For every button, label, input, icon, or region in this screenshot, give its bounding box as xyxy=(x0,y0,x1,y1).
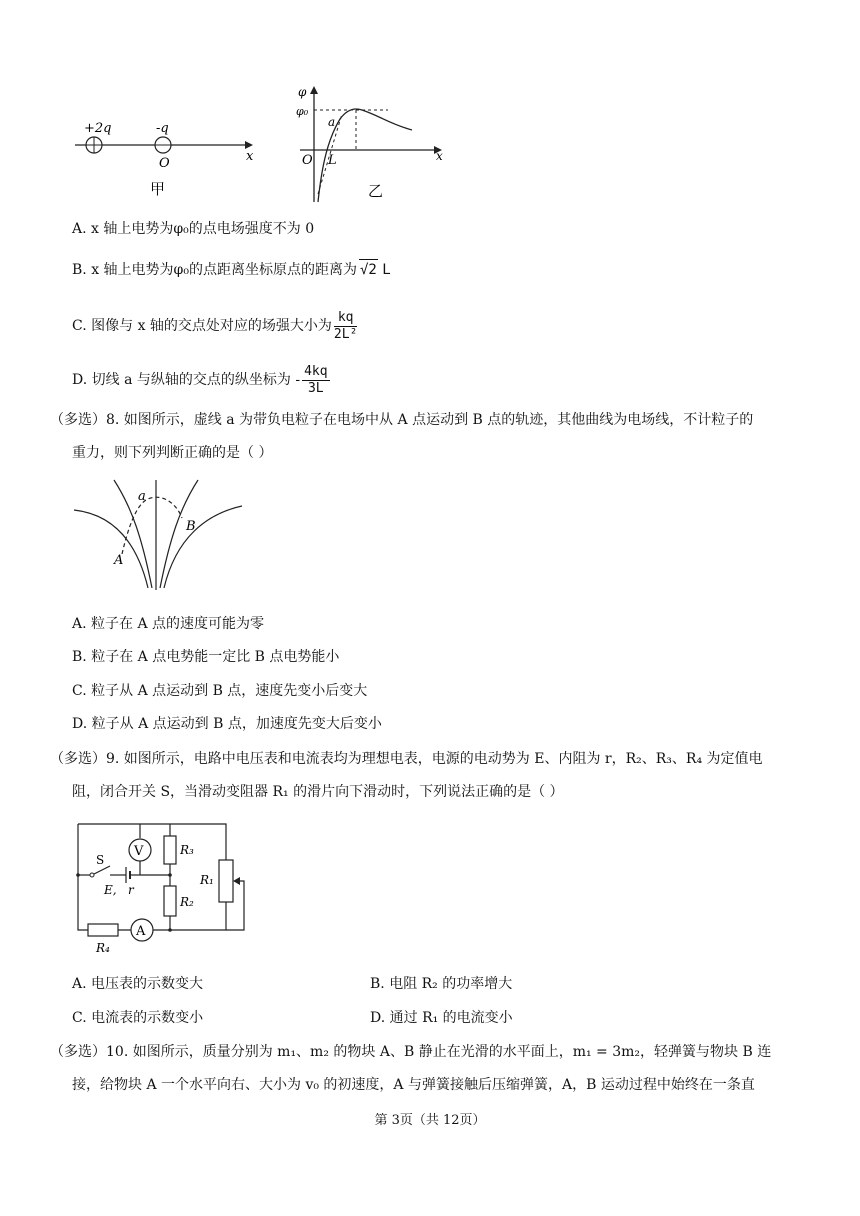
caption-yi: 乙 xyxy=(368,182,384,200)
resistor-r1 xyxy=(219,860,233,902)
svg-text:A: A xyxy=(136,924,146,939)
q7-option-c-text: C. 图像与 x 轴的交点处对应的场强大小为 xyxy=(72,318,332,334)
q10-stem-line2: 接，给物块 A 一个水平向右、大小为 v₀ 的初速度，A 与弹簧接触后压缩弹簧，A，B 运动过程中始终在一条直 xyxy=(72,1077,755,1093)
svg-text:R₁: R₁ xyxy=(200,873,214,887)
page-footer: 第 3页（共 12页） xyxy=(374,1113,486,1128)
q8-option-c[interactable]: C. 粒子从 A 点运动到 B 点，速度先变小后变大 xyxy=(72,683,368,699)
q8-stem-line1: （多选）8. 如图所示，虚线 a 为带负电粒子在电场中从 A 点运动到 B 点的轨迹，其他曲线为电场线，不计粒子的 xyxy=(50,412,754,428)
figure-circuit xyxy=(70,818,260,960)
q9-option-b[interactable]: B. 电阻 R₂ 的功率增大 xyxy=(370,976,513,992)
figure-jia xyxy=(70,112,270,202)
caption-jia: 甲 xyxy=(150,180,166,198)
q9-stem-line2: 阻，闭合开关 S，当滑动变阻器 R₁ 的滑片向下滑动时，下列说法正确的是（ ） xyxy=(72,784,564,800)
q7-option-d-text: D. 切线 a 与纵轴的交点的纵坐标为 - xyxy=(72,372,301,388)
svg-text:r: r xyxy=(128,883,134,897)
svg-text:R₃: R₃ xyxy=(180,843,194,857)
label-a: a xyxy=(138,489,146,504)
fraction-4kq-3l: $\frac{4kq}{3L}$ xyxy=(304,363,328,396)
label-a: a xyxy=(328,115,336,129)
q8-stem-line2: 重力，则下列判断正确的是（ ） xyxy=(72,445,273,461)
svg-text:S: S xyxy=(96,853,105,867)
label-o: O xyxy=(302,153,313,168)
q8-option-a[interactable]: A. 粒子在 A 点的速度可能为零 xyxy=(72,616,265,632)
figure-yi xyxy=(290,84,460,204)
label-o: O xyxy=(159,156,170,171)
q8-option-d[interactable]: D. 粒子从 A 点运动到 B 点，加速度先变大后变小 xyxy=(72,716,382,732)
label-phi0: φ₀ xyxy=(296,105,309,118)
q7-option-b-text: B. x 轴上电势为φ₀的点距离坐标原点的距离为 xyxy=(72,262,357,278)
sqrt-sign: √2 xyxy=(359,259,378,280)
svg-text:V: V xyxy=(134,844,144,859)
svg-text:R₄: R₄ xyxy=(96,941,110,955)
q9-stem-line1: （多选）9. 如图所示，电路中电压表和电流表均为理想电表，电源的电动势为 E、内阻为 r，R₂、R₃、R₄ 为定值电 xyxy=(50,751,763,767)
resistor-r4 xyxy=(88,924,118,936)
svg-text:E,: E, xyxy=(104,883,117,897)
label-pos: +2q xyxy=(84,121,112,136)
label-x: x xyxy=(246,149,254,164)
q7-option-a[interactable]: A. x 轴上电势为φ₀的点电场强度不为 0 xyxy=(72,221,315,237)
q9-option-d[interactable]: D. 通过 R₁ 的电流变小 xyxy=(370,1010,513,1026)
label-l: L xyxy=(328,153,337,168)
label-neg: -q xyxy=(156,121,169,136)
label-B: B xyxy=(186,519,196,534)
resistor-r3 xyxy=(164,836,176,864)
resistor-r2 xyxy=(164,886,176,916)
svg-text:R₂: R₂ xyxy=(180,895,194,909)
fraction-kq-2l2: $\frac{kq}{\text{2L²}}$ xyxy=(333,309,358,342)
label-A: A xyxy=(114,553,124,568)
q9-option-a[interactable]: A. 电压表的示数变大 xyxy=(72,976,204,992)
q8-option-b[interactable]: B. 粒子在 A 点电势能一定比 B 点电势能小 xyxy=(72,649,340,665)
label-phi: φ xyxy=(298,85,307,99)
q9-option-c[interactable]: C. 电流表的示数变小 xyxy=(72,1010,204,1026)
label-x: x xyxy=(436,149,443,163)
q10-stem-line1: （多选）10. 如图所示，质量分别为 m₁、m₂ 的物块 A、B 静止在光滑的水平面上，m₁ = 3m₂，轻弹簧与物块 B 连 xyxy=(50,1044,772,1060)
q7-option-b[interactable]: B. x 轴上电势为φ₀的点距离坐标原点的距离为 √2 L xyxy=(72,259,391,280)
figure-field-lines xyxy=(70,478,250,593)
q7-option-c[interactable] xyxy=(72,306,357,346)
q7-option-d[interactable] xyxy=(72,360,330,400)
